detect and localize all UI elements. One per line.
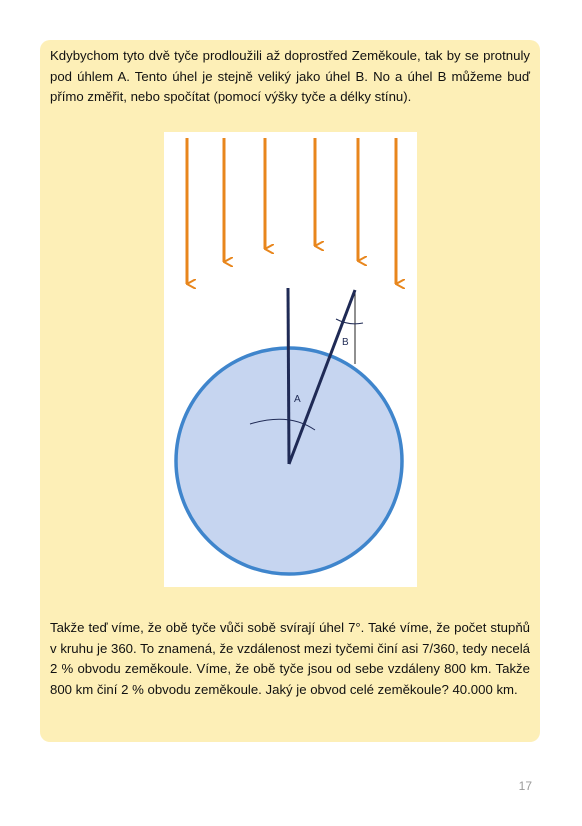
intro-paragraph: Kdybychom tyto dvě tyče prodloužili až doprostřed Zeměkoule, tak by se protnuly pod úhlem A. Tento úhel je stejně veliký jako úhel B. No a úhel B můžeme buď přímo změřit, nebo spočítat (pomocí výšky tyče a délky stínu).: [50, 48, 530, 104]
angle-b-label: B: [342, 337, 349, 348]
earth-diagram-svg: [164, 132, 417, 587]
angle-b-arc: [336, 319, 363, 324]
vertical-pole: [288, 288, 289, 464]
conclusion-paragraph: Takže teď víme, že obě tyče vůči sobě svírají úhel 7°. Také víme, že počet stupňů v kruhu je 360. To znamená, že vzdálenost mezi tyčemi činí asi 7/360, tedy necelá 2 % obvodu zeměkoule. Víme, že obě tyče jsou od sebe vzdáleny 800 km. Takže 800 km činí 2 % obvodu zeměkoule. Jaký je obvod celé zeměkoule? 40.000 km.: [50, 620, 530, 697]
sun-rays: [187, 138, 396, 284]
angle-a-label: A: [294, 394, 301, 405]
content-card: [40, 40, 540, 742]
earth-diagram: [164, 132, 417, 587]
page-number: 17: [518, 779, 532, 793]
